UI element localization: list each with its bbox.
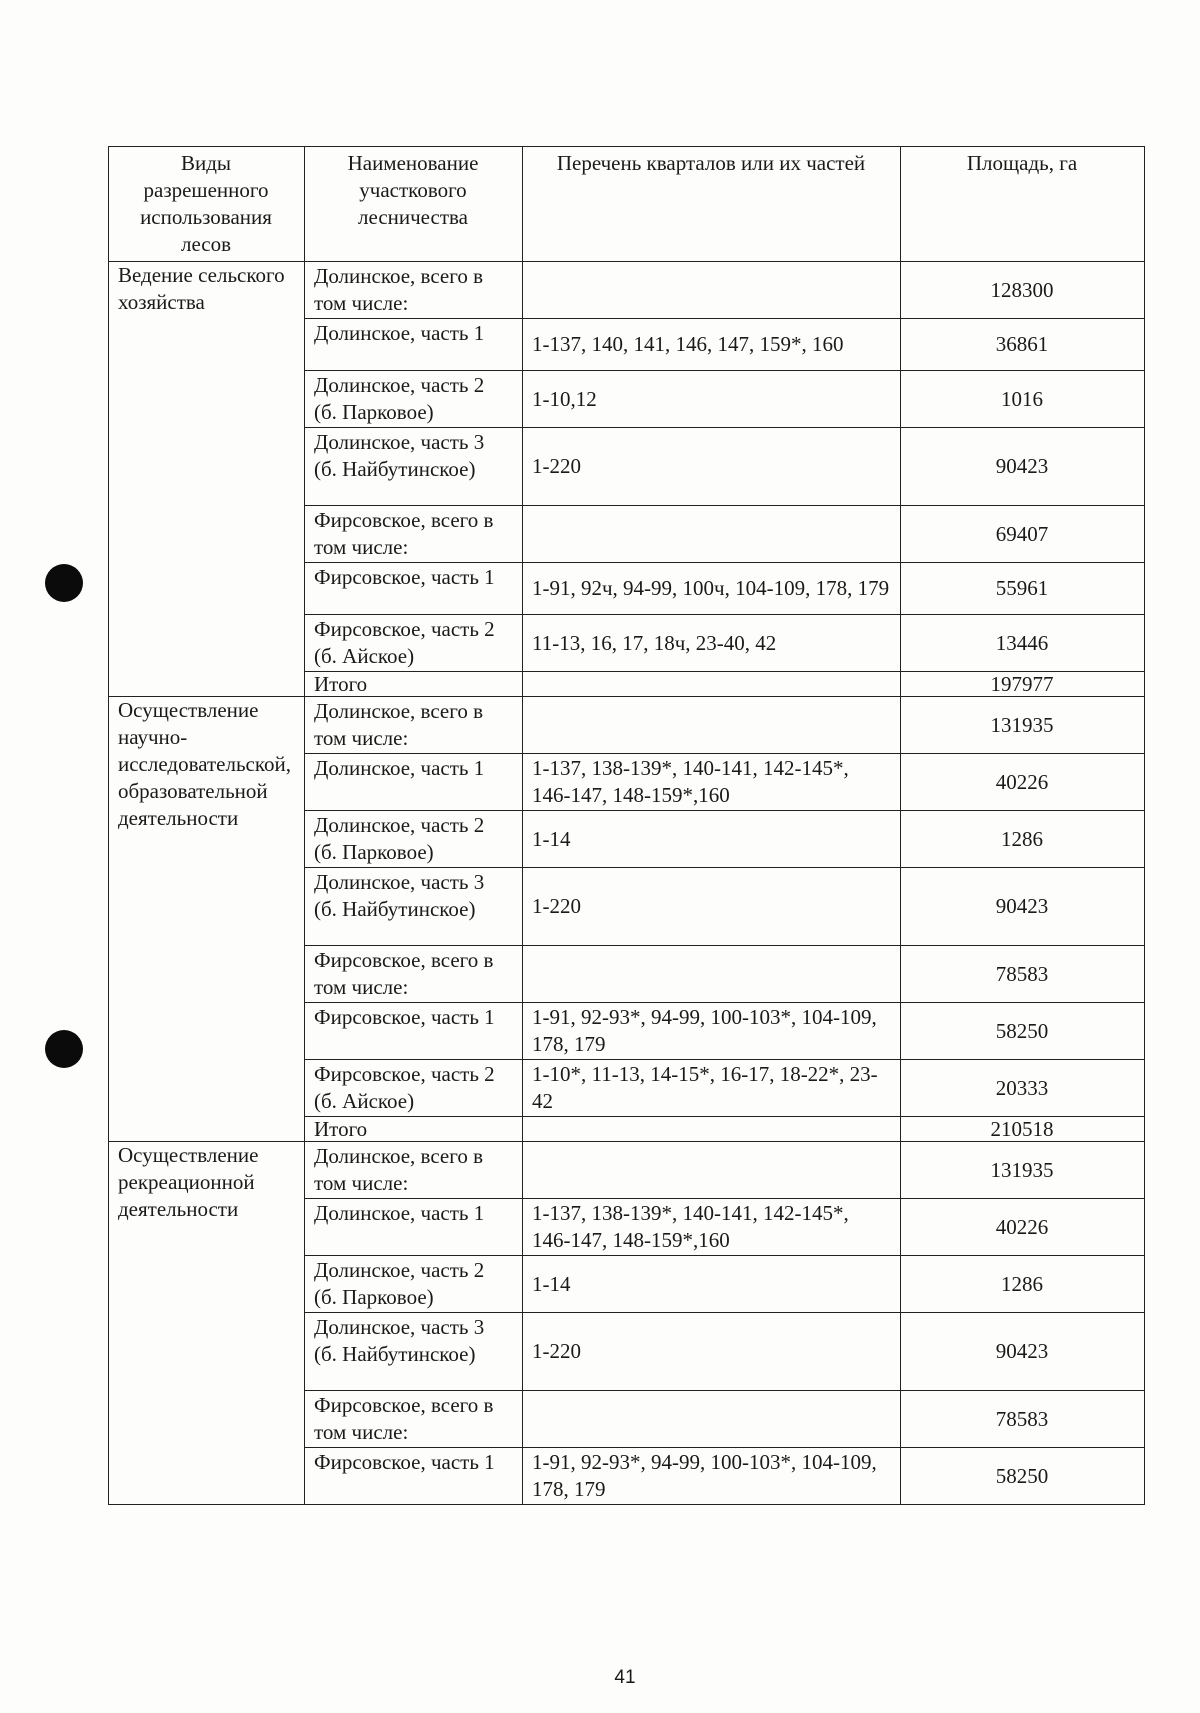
area-cell: 131935 [901,697,1145,754]
area-cell: 36861 [901,319,1145,371]
quarters-cell [523,262,901,319]
forest-use-table [108,146,1145,1505]
quarters-cell: 1-220 [523,1313,901,1391]
quarters-cell: 1-91, 92ч, 94-99, 100ч, 104-109, 178, 179 [523,563,901,615]
forestry-cell: Долинское, часть 1 [305,1199,523,1256]
forestry-cell: Фирсовское, часть 2 (б. Айское) [305,615,523,672]
area-cell: 90423 [901,428,1145,506]
quarters-cell: 1-14 [523,1256,901,1313]
area-cell: 58250 [901,1448,1145,1505]
area-cell: 55961 [901,563,1145,615]
forestry-cell: Фирсовское, часть 2 (б. Айское) [305,1060,523,1117]
quarters-cell: 1-137, 140, 141, 146, 147, 159*, 160 [523,319,901,371]
area-cell: 78583 [901,1391,1145,1448]
area-cell: 131935 [901,1142,1145,1199]
table-header-row [109,147,1145,262]
use-type-cell: Ведение сельского хозяйства [109,262,305,697]
forestry-cell: Фирсовское, часть 1 [305,1448,523,1505]
forestry-cell: Долинское, всего в том числе: [305,262,523,319]
quarters-cell: 1-10,12 [523,371,901,428]
page-number: 41 [614,1667,636,1688]
area-cell: 69407 [901,506,1145,563]
area-cell: 197977 [901,672,1145,697]
quarters-cell: 1-137, 138-139*, 140-141, 142-145*, 146-147, 148-159*,160 [523,1199,901,1256]
quarters-cell [523,946,901,1003]
area-cell: 90423 [901,868,1145,946]
forestry-cell: Итого [305,672,523,697]
area-cell: 1286 [901,811,1145,868]
header-use-type: Виды разрешенного использования лесов [109,147,305,262]
forestry-cell: Долинское, всего в том числе: [305,697,523,754]
quarters-cell: 1-220 [523,868,901,946]
forestry-cell: Долинское, часть 1 [305,319,523,371]
area-cell: 40226 [901,1199,1145,1256]
use-type-cell: Осуществление рекреационной деятельности [109,1142,305,1505]
area-cell: 210518 [901,1117,1145,1142]
forestry-cell: Фирсовское, часть 1 [305,563,523,615]
quarters-cell [523,672,901,697]
area-cell: 90423 [901,1313,1145,1391]
area-cell: 13446 [901,615,1145,672]
table-row [109,262,1145,319]
area-cell: 128300 [901,262,1145,319]
header-quarters: Перечень кварталов или их частей [523,147,901,262]
use-type-cell: Осуществление научно-исследовательской, образовательной деятельности [109,697,305,1142]
forestry-cell: Долинское, всего в том числе: [305,1142,523,1199]
area-cell: 40226 [901,754,1145,811]
quarters-cell [523,1142,901,1199]
table-row [109,697,1145,754]
forestry-cell: Фирсовское, всего в том числе: [305,506,523,563]
forestry-cell: Итого [305,1117,523,1142]
area-cell: 1016 [901,371,1145,428]
area-cell: 20333 [901,1060,1145,1117]
area-cell: 58250 [901,1003,1145,1060]
quarters-cell [523,697,901,754]
quarters-cell: 1-137, 138-139*, 140-141, 142-145*, 146-147, 148-159*,160 [523,754,901,811]
forestry-cell: Долинское, часть 3 (б. Найбутинское) [305,1313,523,1391]
forestry-cell: Долинское, часть 2 (б. Парковое) [305,371,523,428]
quarters-cell [523,506,901,563]
forestry-cell: Долинское, часть 3 (б. Найбутинское) [305,428,523,506]
header-forestry: Наименование участкового лесничества [305,147,523,262]
punch-hole [45,1030,83,1068]
quarters-cell: 1-91, 92-93*, 94-99, 100-103*, 104-109, 178, 179 [523,1003,901,1060]
quarters-cell [523,1391,901,1448]
forestry-cell: Долинское, часть 2 (б. Парковое) [305,1256,523,1313]
punch-hole [45,564,83,602]
area-cell: 1286 [901,1256,1145,1313]
forestry-cell: Долинское, часть 3 (б. Найбутинское) [305,868,523,946]
table-row [109,1142,1145,1199]
quarters-cell [523,1117,901,1142]
forestry-cell: Долинское, часть 2 (б. Парковое) [305,811,523,868]
quarters-cell: 1-220 [523,428,901,506]
header-area: Площадь, га [901,147,1145,262]
quarters-cell: 11-13, 16, 17, 18ч, 23-40, 42 [523,615,901,672]
forestry-cell: Долинское, часть 1 [305,754,523,811]
forestry-cell: Фирсовское, всего в том числе: [305,1391,523,1448]
area-cell: 78583 [901,946,1145,1003]
forestry-cell: Фирсовское, часть 1 [305,1003,523,1060]
forestry-cell: Фирсовское, всего в том числе: [305,946,523,1003]
quarters-cell: 1-91, 92-93*, 94-99, 100-103*, 104-109, 178, 179 [523,1448,901,1505]
quarters-cell: 1-10*, 11-13, 14-15*, 16-17, 18-22*, 23-42 [523,1060,901,1117]
quarters-cell: 1-14 [523,811,901,868]
